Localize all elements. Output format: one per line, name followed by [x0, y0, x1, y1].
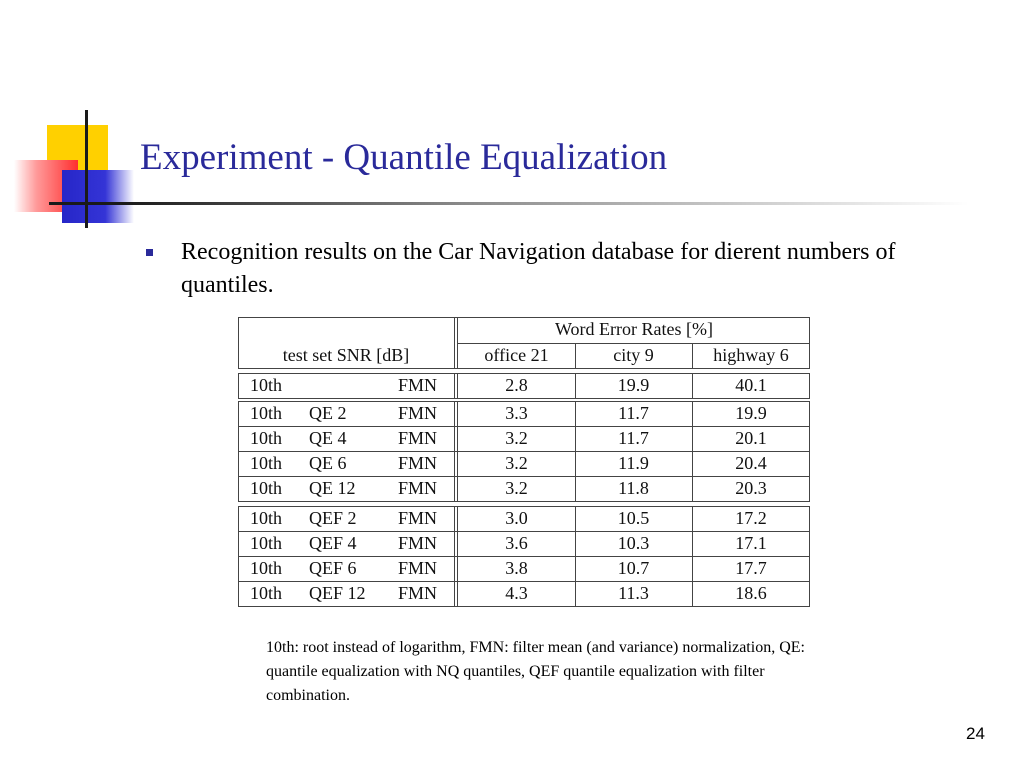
row-label-feature: 10th	[250, 403, 283, 423]
table-cell-value: 11.3	[618, 583, 649, 603]
row-label-method: QEF 4	[309, 533, 357, 553]
table-cell-value: 10.3	[617, 533, 650, 553]
table-cell-value: 11.8	[618, 478, 649, 498]
bullet-text: Recognition results on the Car Navigation database for dierent numbers of quantiles.	[181, 239, 896, 298]
table-cell-value: 11.9	[618, 453, 649, 473]
column-header: office 21	[484, 345, 549, 365]
row-label-method: QEF 6	[309, 558, 357, 578]
table-cell-value: 18.6	[735, 583, 767, 603]
row-label-method: QE 4	[309, 428, 347, 448]
column-header: highway 6	[713, 345, 789, 365]
table-cell-value: 17.1	[735, 533, 767, 553]
table-cell-value: 11.7	[618, 428, 649, 448]
row-label-normalization: FMN	[398, 508, 438, 528]
row-label-feature: 10th	[250, 428, 283, 448]
slide-decoration-vertical-line	[85, 110, 88, 228]
table-cell-value: 3.0	[505, 508, 528, 528]
word-error-rates-header: Word Error Rates [%]	[555, 319, 713, 339]
table-cell-value: 11.7	[618, 403, 649, 423]
row-label-feature: 10th	[250, 453, 283, 473]
table-cell-value: 3.2	[505, 453, 528, 473]
table-cell-value: 3.8	[505, 558, 528, 578]
row-label-method: QE 2	[309, 403, 347, 423]
test-set-snr-header: test set SNR [dB]	[282, 345, 410, 365]
row-label-method: QE 6	[309, 453, 347, 473]
title-underline	[49, 202, 969, 205]
column-header: city 9	[613, 345, 654, 365]
table-cell-value: 17.7	[735, 558, 767, 578]
row-label-feature: 10th	[250, 508, 283, 528]
table-cell-value: 3.2	[505, 428, 528, 448]
table-cell-value: 3.3	[505, 403, 528, 423]
row-label-normalization: FMN	[398, 478, 438, 498]
table-cell-value: 20.1	[735, 428, 767, 448]
slide-decoration-blue-square	[62, 170, 134, 223]
row-label-normalization: FMN	[398, 533, 438, 553]
table-cell-value: 3.6	[505, 533, 528, 553]
page-number: 24	[966, 724, 985, 743]
row-label-normalization: FMN	[398, 428, 438, 448]
table-cell-value: 20.3	[735, 478, 767, 498]
row-label-normalization: FMN	[398, 403, 438, 423]
row-label-feature: 10th	[250, 583, 283, 603]
table-cell-value: 19.9	[735, 403, 767, 423]
row-label-normalization: FMN	[398, 558, 438, 578]
table-cell-value: 40.1	[735, 375, 767, 395]
row-label-feature: 10th	[250, 375, 283, 395]
row-label-method: QE 12	[309, 478, 356, 498]
row-label-normalization: FMN	[398, 583, 438, 603]
table-cell-value: 10.5	[617, 508, 650, 528]
slide-title: Experiment - Quantile Equalization	[140, 137, 668, 178]
table-cell-value: 3.2	[505, 478, 528, 498]
row-label-normalization: FMN	[398, 375, 438, 395]
header-double-rule	[454, 317, 455, 369]
table-cell-value: 2.8	[505, 375, 528, 395]
row-label-method: QEF 2	[309, 508, 357, 528]
table-cell-value: 4.3	[505, 583, 528, 603]
table-cell-value: 19.9	[617, 375, 650, 395]
row-label-method: QEF 12	[309, 583, 366, 603]
table-cell-value: 20.4	[735, 453, 767, 473]
bullet-square-icon	[146, 249, 153, 256]
row-label-normalization: FMN	[398, 453, 438, 473]
table-cell-value: 17.2	[735, 508, 767, 528]
row-label-feature: 10th	[250, 478, 283, 498]
table-footnote: 10th: root instead of logarithm, FMN: filter mean (and variance) normalization, QE: quantile equalization with NQ quantiles, QEF quantile equalization with filter combination.	[266, 639, 805, 704]
row-label-feature: 10th	[250, 558, 283, 578]
results-table	[238, 317, 810, 609]
table-cell-value: 10.7	[617, 558, 650, 578]
row-label-feature: 10th	[250, 533, 283, 553]
group-double-rule	[454, 373, 455, 399]
